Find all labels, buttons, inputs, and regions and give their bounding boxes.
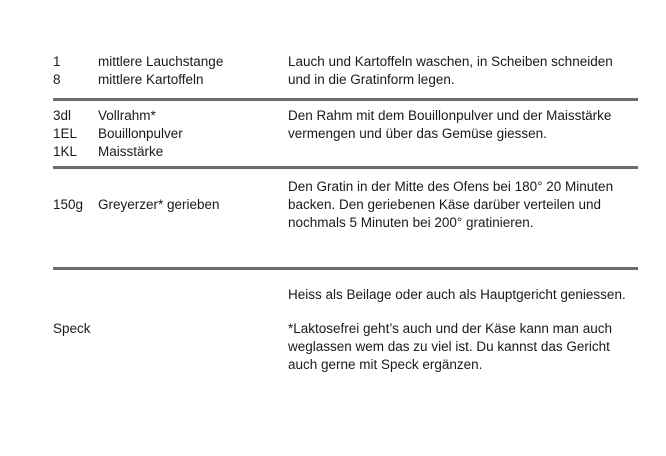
ingredient-quantity: 8	[53, 72, 61, 87]
ingredient-row	[53, 320, 283, 338]
ingredient-name: Greyerzer* gerieben	[98, 197, 220, 212]
ingredient-quantity: 1	[53, 54, 61, 69]
ingredient-row	[53, 71, 283, 89]
ingredient-name: Bouillonpulver	[98, 126, 183, 141]
ingredient-name: mittlere Lauchstange	[98, 54, 224, 69]
ingredient-quantity: 1EL	[53, 126, 78, 141]
recipe-step-3	[53, 178, 638, 238]
ingredient-quantity: 150g	[53, 197, 84, 212]
instruction-paragraph: Den Gratin in der Mitte des Ofens bei 180° 20 Minuten backen. Den geriebenen Käse darüber verteilen und nochmals 5 Minuten bei 200° gratinieren.	[288, 179, 614, 230]
recipe-step-2	[53, 107, 638, 163]
instruction-text	[288, 286, 633, 374]
ingredient-row	[53, 125, 283, 143]
instruction-text	[288, 178, 633, 232]
ingredient-name: mittlere Kartoffeln	[98, 72, 204, 87]
instruction-paragraph: Den Rahm mit dem Bouillonpulver und der Maisstärke vermengen und über das Gemüse giessen.	[288, 108, 612, 141]
ingredient-name: Maisstärke	[98, 144, 164, 159]
ingredient-quantity: 3dl	[53, 108, 72, 123]
footnote-paragraph: *Laktosefrei geht’s auch und der Käse kann man auch weglassen wem das zu viel ist. Du kannst das Gericht auch gerne mit Speck ergänzen.	[288, 321, 612, 372]
section-divider	[53, 98, 638, 101]
ingredient-name: Vollrahm*	[98, 108, 156, 123]
ingredient-row	[53, 143, 283, 161]
ingredient-row	[53, 196, 283, 214]
ingredient-row	[53, 53, 283, 71]
section-divider	[53, 166, 638, 169]
ingredient-quantity: 1KL	[53, 144, 78, 159]
instruction-text	[288, 107, 633, 143]
section-divider	[53, 267, 638, 270]
ingredient-quantity: Speck	[53, 321, 91, 336]
ingredient-row	[53, 107, 283, 125]
recipe-step-4	[53, 286, 638, 386]
recipe-step-1	[53, 53, 638, 93]
instruction-paragraph: Heiss als Beilage oder auch als Hauptgericht geniessen.	[288, 287, 626, 302]
instruction-text	[288, 53, 633, 89]
instruction-paragraph: Lauch und Kartoffeln waschen, in Scheiben schneiden und in die Gratinform legen.	[288, 54, 613, 87]
